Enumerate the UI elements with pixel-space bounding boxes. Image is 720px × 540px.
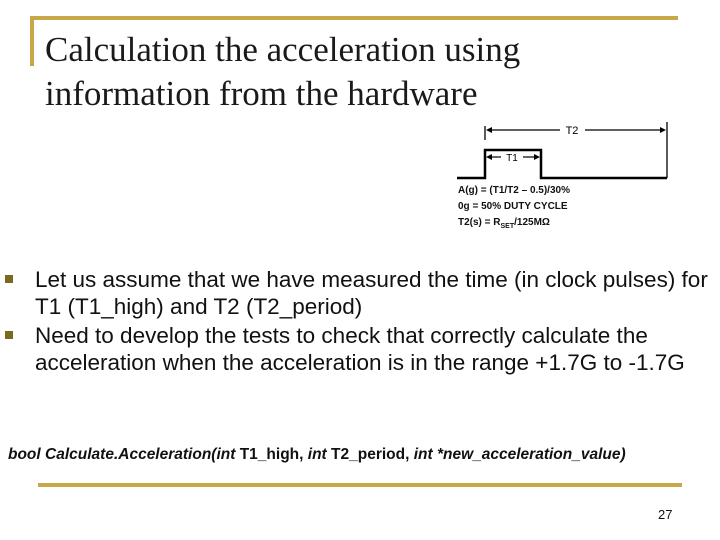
sig-kw-bool: bool <box>8 446 41 463</box>
equation-duty-cycle: 0g = 50% DUTY CYCLE <box>458 201 568 212</box>
bullet-square-icon <box>5 331 13 339</box>
sig-param-t2: T2_period, <box>331 446 410 463</box>
equation-period <box>458 217 550 230</box>
bullet-text: Need to develop the tests to check that correctly calculate the acceleration when the acceleration is in the range +1.7G to -1.7G <box>35 323 685 375</box>
bullet-item-measured-time <box>0 266 710 320</box>
sig-kw-int-3: int <box>413 446 433 463</box>
sig-param-t1: T1_high, <box>239 446 304 463</box>
t1-arrowhead-left <box>486 154 492 160</box>
t2-label: T2 <box>565 125 579 137</box>
sig-function-name: Calculate.Acceleration( <box>45 446 217 463</box>
title-line-1: Calculation the acceleration using <box>45 30 521 69</box>
eq3-suffix: /125MΩ <box>514 217 550 228</box>
title-frame-top-rule <box>30 16 678 20</box>
sig-param-output: *new_acceleration_value) <box>436 446 626 463</box>
page-number: 27 <box>658 507 673 522</box>
title-line-2: information from the hardware <box>45 74 478 113</box>
sig-kw-int-2: int <box>307 446 327 463</box>
eq3-prefix: T2(s) = R <box>458 217 501 228</box>
eq3-subscript: SET <box>500 223 515 230</box>
title-frame-left-rule <box>30 16 34 66</box>
t1-arrowhead-right <box>534 154 540 160</box>
timing-diagram <box>455 118 675 238</box>
t1-label: T1 <box>506 153 518 164</box>
bullet-text: Let us assume that we have measured the time (in clock pulses) for T1 (T1_high) and T2 (T2_period) <box>35 267 708 319</box>
bullet-item-develop-tests <box>0 322 710 376</box>
bullet-square-icon <box>5 275 13 283</box>
pwm-waveform <box>457 150 667 178</box>
slide-title <box>45 28 605 116</box>
footer-rule <box>38 483 682 487</box>
equation-acceleration: A(g) = (T1/T2 – 0.5)/30% <box>458 185 570 196</box>
bullet-list <box>0 266 710 378</box>
function-signature <box>8 446 626 464</box>
t2-arrowhead-right <box>660 127 666 133</box>
t2-arrowhead-left <box>486 127 492 133</box>
sig-kw-int-1: int <box>216 446 236 463</box>
